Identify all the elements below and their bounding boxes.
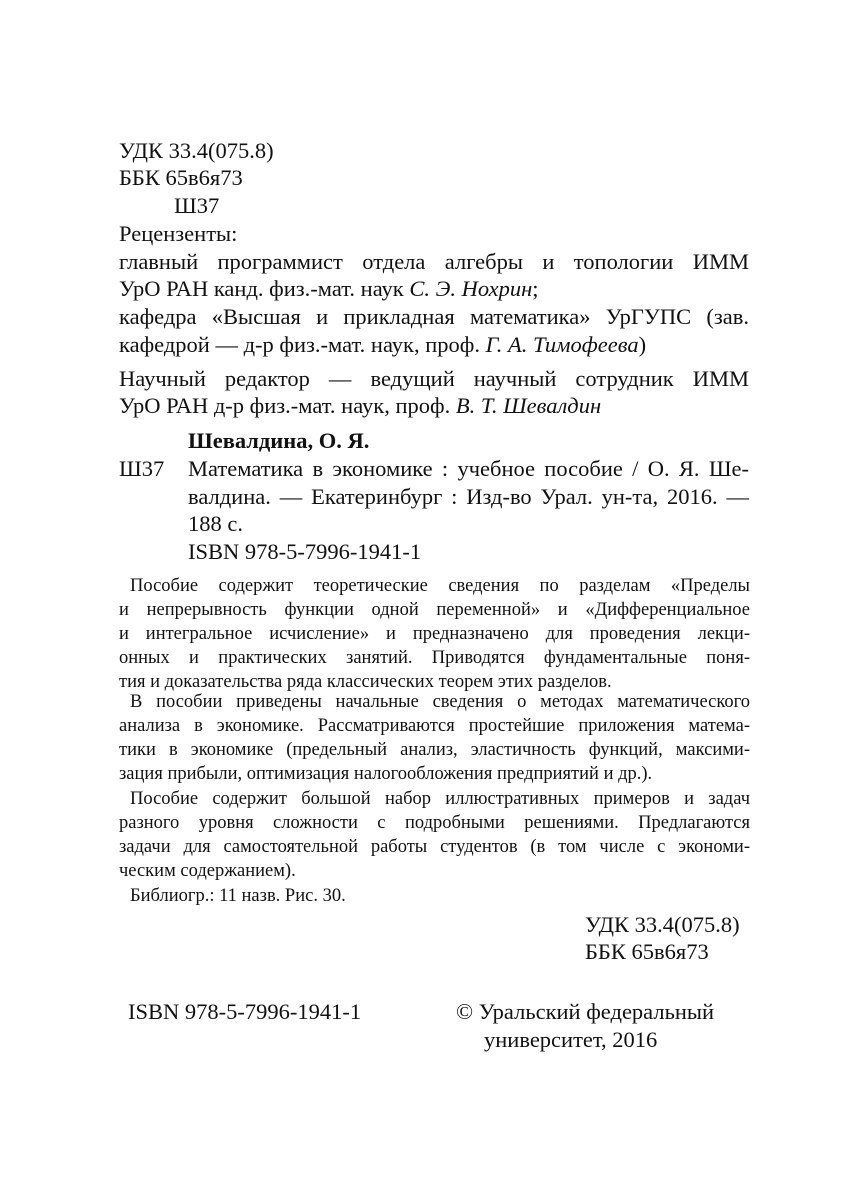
footer-bbk-code: ББК 65в6я73 xyxy=(585,939,709,964)
bbk-code: ББК 65в6я73 xyxy=(119,165,243,190)
catalog-code: Ш37 xyxy=(119,456,165,481)
reviewer-1-line-1: главный программист отдела алгебры и топологии ИММ xyxy=(119,249,749,274)
reviewer-2-affiliation: кафедрой — д-р физ.-мат. наук, проф. xyxy=(119,332,486,357)
copyright-line-1: © Уральский федеральный xyxy=(456,999,715,1024)
abstract-p3-line: Пособие содержит большой набор иллюстративных примеров и задач xyxy=(130,789,750,809)
catalog-line-3: 188 с. xyxy=(188,511,243,536)
catalog-line-2: валдина. — Екатеринбург : Изд-во Урал. ун-та, 2016. — xyxy=(188,484,749,509)
abstract-p3-line: разного уровня сложности с подробными решениями. Предлагаются xyxy=(119,813,750,833)
udk-code: УДК 33.4(075.8) xyxy=(119,138,274,163)
abstract-p1-line: онных и практических занятий. Приводятся фундаментальные поня- xyxy=(119,648,750,668)
abstract-p3-line: задачи для самостоятельной работы студентов (в том числе с экономи- xyxy=(119,837,750,857)
abstract-p2-line: В пособии приведены начальные сведения о методах математического xyxy=(130,692,750,712)
abstract-p1-line: и интегральное исчисление» и предназначено для проведения лекци- xyxy=(119,624,750,644)
reviewer-1-affiliation: УрО РАН канд. физ.-мат. наук xyxy=(119,276,410,301)
copyright-line-2: университет, 2016 xyxy=(484,1027,658,1052)
abstract-p2-line: зация прибыли, оптимизация налогообложения предприятий и др.). xyxy=(119,764,653,784)
abstract-p3-line: ческим содержанием). xyxy=(119,861,296,881)
editor-name: В. Т. Шевалдин xyxy=(455,393,602,418)
catalog-line-1: Математика в экономике : учебное пособие / О. Я. Ше- xyxy=(188,456,749,481)
reviewer-2-line-1: кафедра «Высшая и прикладная математика» УрГУПС (зав. xyxy=(119,304,749,329)
abstract-p2-line: тики в экономике (предельный анализ, эластичность функций, максими- xyxy=(119,740,750,760)
reviewer-1-name: С. Э. Нохрин xyxy=(409,276,533,301)
reviewer-1-line-2 xyxy=(119,274,539,303)
catalog-author: Шевалдина, О. Я. xyxy=(188,428,370,453)
bibliography-note: Библиогр.: 11 назв. Рис. 30. xyxy=(130,886,346,906)
reviewer-2-end: ) xyxy=(638,332,647,357)
catalog-isbn: ISBN 978-5-7996-1941-1 xyxy=(188,539,422,564)
footer-udk-code: УДК 33.4(075.8) xyxy=(585,912,740,937)
reviewer-1-end: ; xyxy=(532,276,539,301)
author-code: Ш37 xyxy=(174,193,220,218)
editor-line-1: Научный редактор — ведущий научный сотрудник ИММ xyxy=(119,366,749,391)
editor-line-2 xyxy=(119,391,601,420)
reviewers-title: Рецензенты: xyxy=(119,221,238,246)
editor-affiliation: УрО РАН д-р физ.-мат. наук, проф. xyxy=(119,393,456,418)
abstract-p1-line: тия и доказательства ряда классических теорем этих разделов. xyxy=(119,672,612,692)
abstract-p1-line: Пособие содержит теоретические сведения по разделам «Пределы xyxy=(130,576,750,596)
abstract-p1-line: и непрерывность функции одной переменной» и «Дифференциальное xyxy=(119,600,750,620)
abstract-p2-line: анализа в экономике. Рассматриваются простейшие приложения матема- xyxy=(119,716,750,736)
bottom-isbn: ISBN 978-5-7996-1941-1 xyxy=(128,999,362,1024)
reviewer-2-line-2 xyxy=(119,330,646,359)
reviewer-2-name: Г. А. Тимофеева xyxy=(485,332,639,357)
